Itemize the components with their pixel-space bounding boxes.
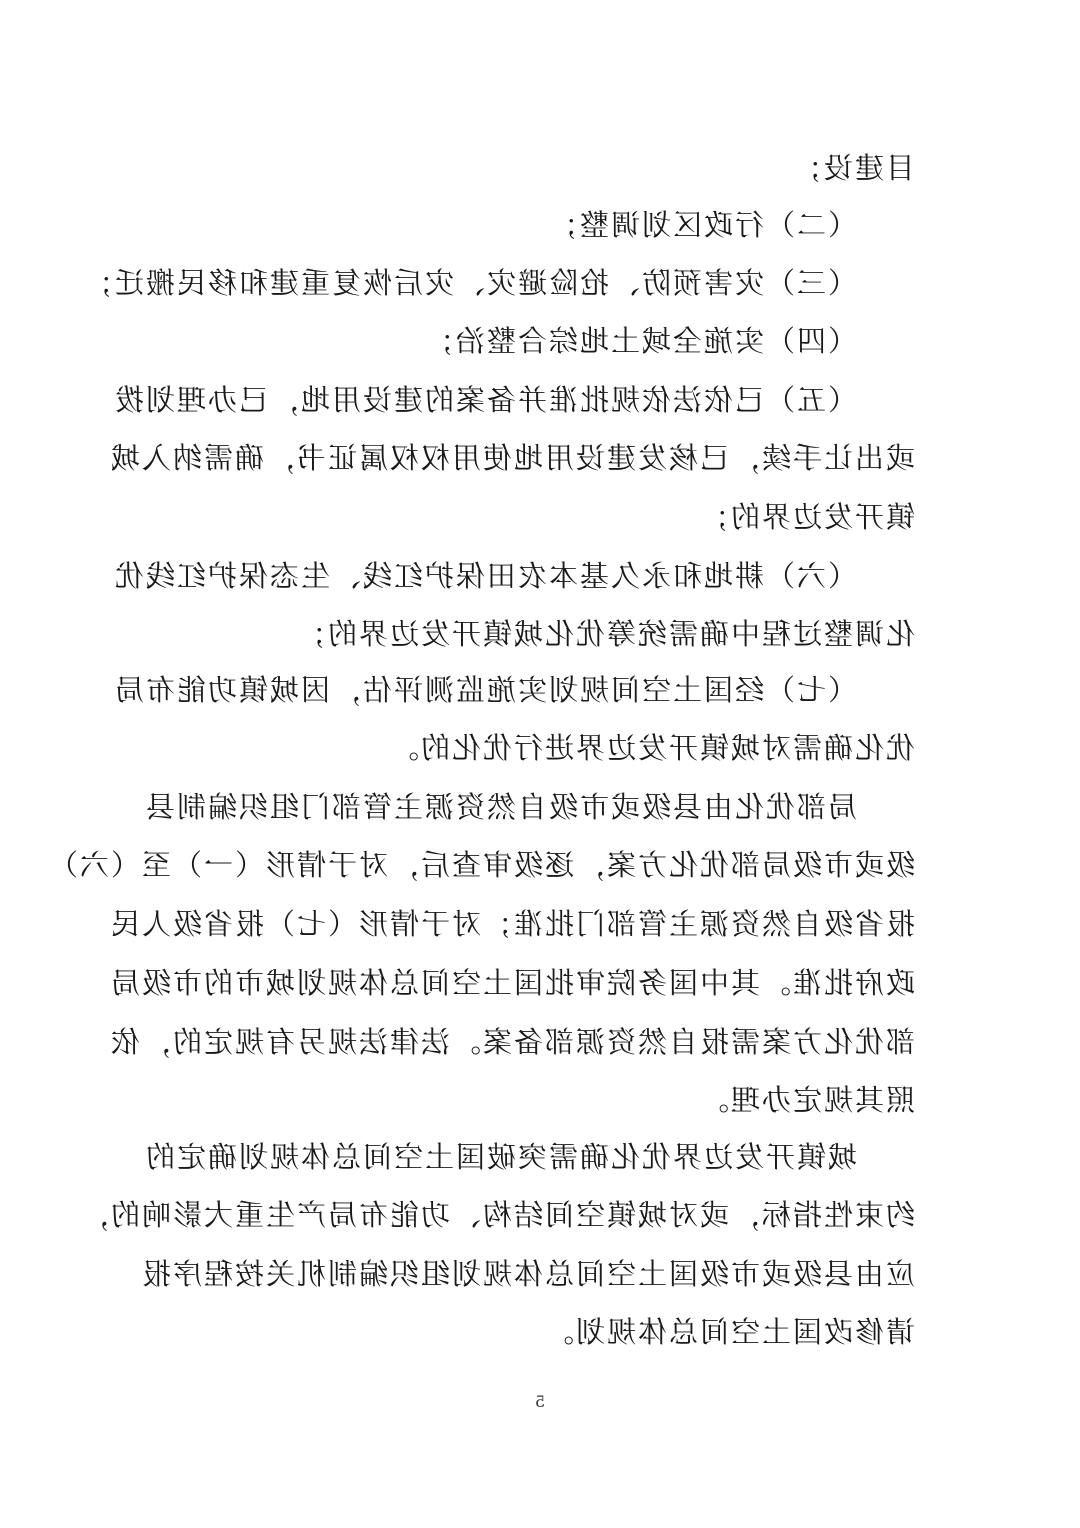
text-line: 镇开发边界的； bbox=[697, 500, 915, 534]
text-line: （三）灾害预防、抢险避灾、灾后恢复重建和移民搬迁； bbox=[81, 266, 857, 300]
text-line: 照其规定办理。 bbox=[697, 1083, 915, 1117]
text-line: 局部优化由县级或市级自然资源主管部门组织编制县 bbox=[143, 790, 857, 824]
text-line: 城镇开发边界优化确需突破国土空间总体规划确定的 bbox=[143, 1140, 857, 1174]
text-line: 目建设； bbox=[790, 151, 915, 185]
page-number: 5 bbox=[534, 1392, 546, 1411]
text-line: 优化确需对城镇开发边界进行优化的。 bbox=[387, 731, 915, 765]
text-line: 政府批准。其中国务院审批国土空间总体规划城市的市级局 bbox=[108, 966, 915, 1000]
text-line: （六）耕地和永久基本农田保护红线、生态保护红线优 bbox=[112, 559, 857, 593]
text-line: 部优化方案需报自然资源部备案。法律法规另有规定的，依 bbox=[108, 1025, 915, 1059]
text-line: 应由县级或市级国土空间总体规划组织编制机关按程序报 bbox=[139, 1257, 915, 1291]
text-line: 或出让手续，已核发建设用地使用权权属证书，确需纳入城 bbox=[108, 441, 915, 475]
text-line: （四）实施全域土地综合整治； bbox=[422, 324, 857, 358]
text-line: （七）经国土空间规划实施监测评估，因城镇功能布局 bbox=[112, 673, 857, 707]
text-line: 级或市级局部优化方案，逐级审查后，对于情形（一）至（六） bbox=[46, 848, 915, 882]
text-line: 约束性指标，或对城镇空间结构、功能布局产生重大影响的， bbox=[77, 1198, 915, 1232]
text-line: 报省级自然资源主管部门批准；对于情形（七）报省级人民 bbox=[108, 907, 915, 941]
text-line: （五）已依法依规批准并备案的建设用地，已办理划拨 bbox=[112, 383, 857, 417]
text-line: （二）行政区划调整； bbox=[546, 208, 857, 242]
text-line: 请修改国土空间总体规划。 bbox=[542, 1315, 915, 1349]
text-line: 化调整过程中确需统筹优化城镇开发边界的； bbox=[294, 617, 915, 651]
